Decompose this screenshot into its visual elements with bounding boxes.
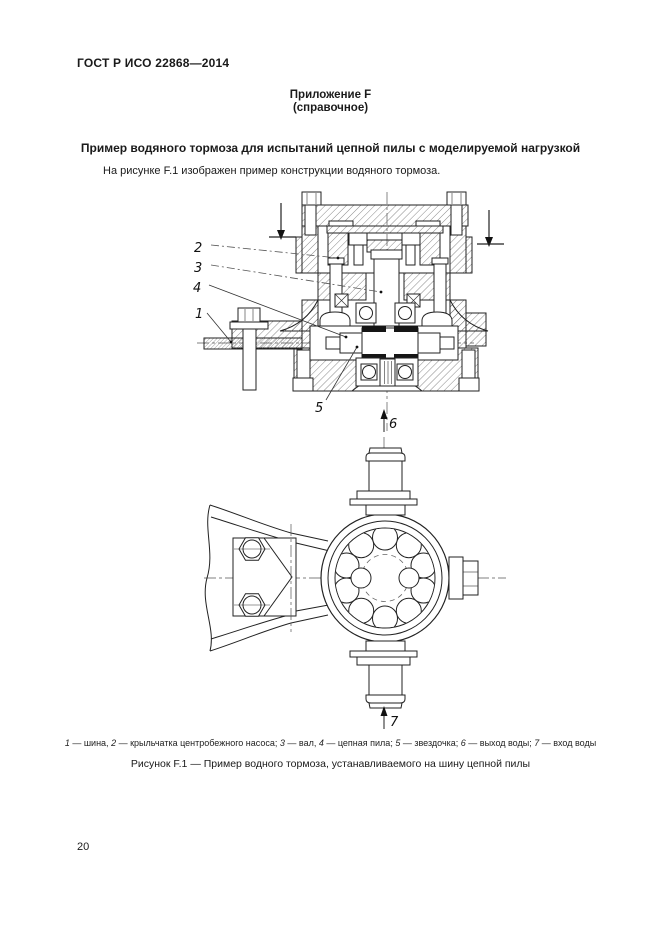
callout-2: 2 — [194, 241, 203, 256]
legend-item: 3 — вал, — [279, 738, 319, 748]
section-title: Пример водяного тормоза для испытаний цепной пилы с моделируемой нагрузкой — [80, 141, 581, 155]
figure-legend — [0, 738, 661, 748]
pump-housing — [321, 514, 449, 642]
intro-paragraph: На рисунке F.1 изображен пример конструкции водяного тормоза. — [103, 165, 441, 177]
water-inlet-arrow — [381, 706, 388, 729]
legend-item: 2 — крыльчатка центробежного насоса; — [111, 738, 280, 748]
page-number: 20 — [77, 841, 90, 853]
callout-5: 5 — [315, 401, 324, 416]
appendix-type: (справочное) — [292, 102, 369, 114]
water-outlet-arrow — [381, 409, 388, 432]
load-arrow-right — [477, 210, 504, 247]
legend-item: 5 — звездочка; — [395, 738, 461, 748]
impeller-assembly — [310, 326, 458, 360]
callout-6: 6 — [389, 417, 398, 432]
outlet-fitting — [350, 448, 417, 515]
legend-item: 4 — цепная пила; — [318, 738, 396, 748]
load-arrow-left — [269, 203, 296, 240]
inlet-fitting — [350, 641, 417, 708]
hub-hole-left — [351, 568, 371, 588]
legend-item: 6 — выход воды; — [460, 738, 535, 748]
lower-bearing-block — [352, 358, 422, 391]
figure-caption: Рисунок F.1 — Пример водного тормоза, устанавливаемого на шину цепной пилы — [130, 758, 531, 770]
cross-section-view — [193, 192, 504, 432]
legend-item: 1 — шина, — [64, 738, 112, 748]
side-view — [204, 437, 506, 731]
right-plug — [449, 557, 478, 599]
callout-1: 1 — [195, 307, 204, 322]
document-header: ГОСТ Р ИСО 22868—2014 — [77, 56, 230, 70]
callout-3: 3 — [194, 261, 203, 276]
callout-4: 4 — [193, 281, 202, 296]
callout-7: 7 — [390, 715, 399, 730]
hub-hole-right — [399, 568, 419, 588]
legend-item: 7 — вход воды — [534, 738, 597, 748]
appendix-label: Приложение F — [289, 89, 372, 101]
